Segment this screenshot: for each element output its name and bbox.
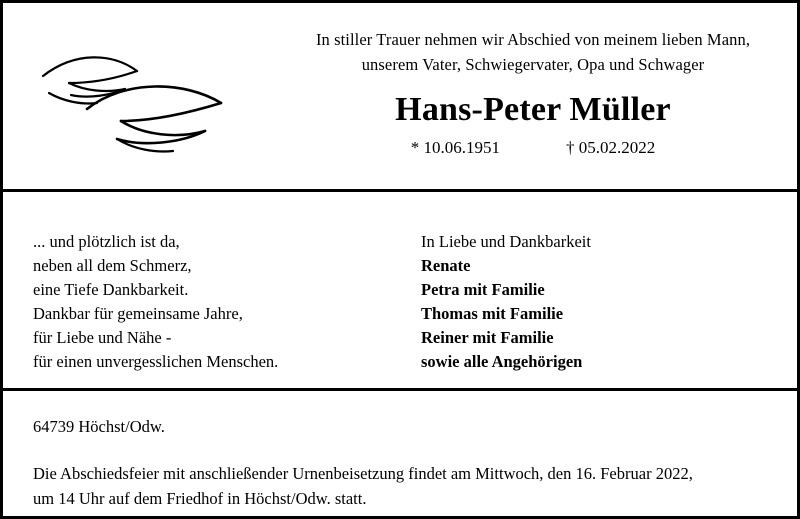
- deceased-name: Hans-Peter Müller: [395, 91, 671, 128]
- ceremony-line: um 14 Uhr auf dem Friedhof in Höchst/Odw. statt.: [33, 489, 367, 508]
- poem-line: für Liebe und Nähe -: [33, 328, 172, 347]
- place-line: 64739 Höchst/Odw.: [33, 417, 165, 436]
- family-member: Thomas mit Familie: [421, 304, 564, 323]
- family-member: Renate: [421, 256, 471, 275]
- family-member: sowie alle Angehörigen: [421, 352, 583, 371]
- poem-line: ... und plötzlich ist da,: [33, 232, 180, 251]
- poem-line: für einen unvergesslichen Menschen.: [33, 352, 279, 371]
- birth-date: * 10.06.1951: [410, 138, 500, 157]
- body-divider: [3, 388, 797, 391]
- poem-line: Dankbar für gemeinsame Jahre,: [33, 304, 243, 323]
- life-dates: [283, 138, 783, 158]
- notice-footer: [33, 415, 773, 511]
- intro-line-2: unserem Vater, Schwiegervater, Opa und Schwager: [361, 55, 705, 74]
- poem-line: eine Tiefe Dankbarkeit.: [33, 280, 189, 299]
- ceremony-block: [33, 461, 773, 511]
- poem-block: [33, 230, 373, 374]
- family-intro: In Liebe und Dankbarkeit: [421, 232, 591, 251]
- ceremony-line: Die Abschiedsfeier mit anschließender Urnenbeisetzung findet am Mittwoch, den 16. Februar 2022,: [33, 464, 693, 483]
- family-block: [421, 230, 761, 374]
- notice-body: [3, 192, 797, 388]
- flying-birds-icon: [25, 31, 275, 161]
- poem-line: neben all dem Schmerz,: [33, 256, 192, 275]
- intro-line-1: In stiller Trauer nehmen wir Abschied von meinem lieben Mann,: [315, 30, 751, 49]
- family-member: Petra mit Familie: [421, 280, 545, 299]
- header-text-block: [283, 27, 783, 158]
- notice-header: [3, 3, 797, 189]
- death-date: † 05.02.2022: [566, 138, 656, 157]
- family-member: Reiner mit Familie: [421, 328, 554, 347]
